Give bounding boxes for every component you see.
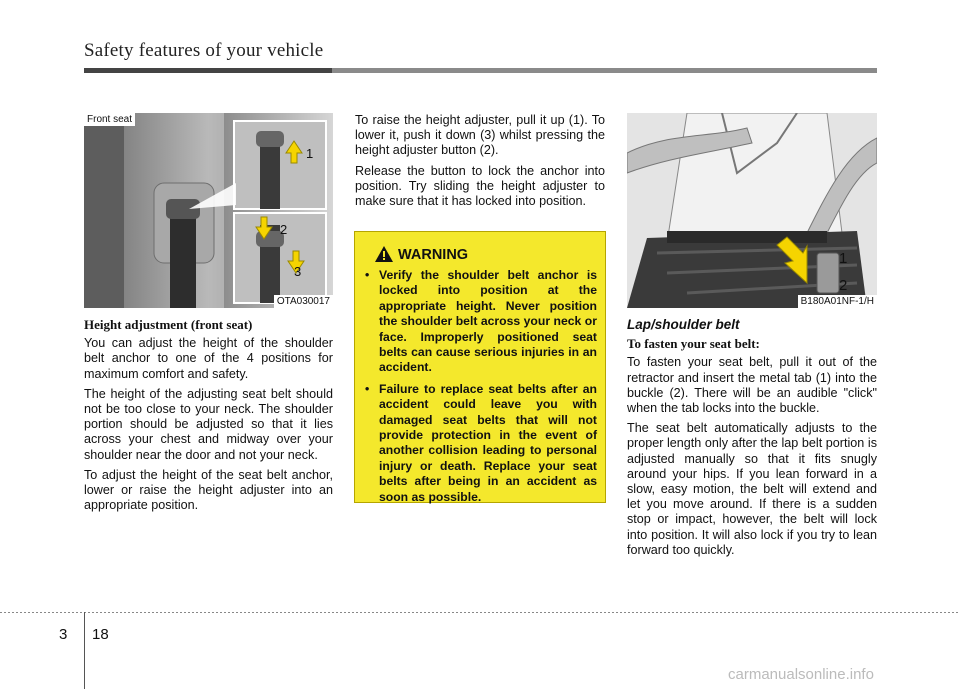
callout-3: 3 bbox=[294, 264, 302, 279]
left-column bbox=[84, 317, 333, 518]
right-column bbox=[627, 317, 877, 563]
warning-item-text: Verify the shoulder belt anchor is locked into position at the appropriate height. Never position the shoulder belt across your neck or face. Improperly positioned seat belts can cause serious injuries in an accident. bbox=[379, 268, 597, 375]
figure-code: OTA030017 bbox=[274, 295, 333, 308]
callout-2: 2 bbox=[839, 277, 848, 294]
callout-2: 2 bbox=[280, 222, 288, 237]
page-header-title: Safety features of your vehicle bbox=[84, 40, 324, 61]
section-subheading: Height adjustment (front seat) bbox=[84, 317, 253, 332]
seat-belt-anchor-illustration bbox=[84, 113, 333, 308]
warning-item-text: Failure to replace seat belts after an accident could leave you with damaged seat belts that will not provide protection in the event of another collision leading to personal injury or death. Replace your seat belts after being in an accident as soon as possible. bbox=[379, 381, 597, 504]
warning-title: WARNING bbox=[398, 247, 469, 263]
paragraph: Release the button to lock the anchor into position. Try sliding the height adjuster to make sure that it has locked into position. bbox=[355, 163, 605, 209]
middle-column bbox=[355, 113, 605, 214]
buckle-illustration bbox=[627, 113, 877, 308]
warning-list bbox=[365, 268, 597, 511]
paragraph: The height of the adjusting seat belt should not be too close to your neck. The shoulder portion should be adjusted so that it lies across your chest and midway over your shoulder near the door and not your neck. bbox=[84, 386, 333, 462]
paragraph: The seat belt automatically adjusts to the proper length only after the lap belt portion is adjusted manually so that it fits snugly around your hips. If you lean forward in a slow, easy motion, the belt will extend and let you move around. If there is a sudden stop or impact, however, the belt will lock into position. It will also lock if you try to lean forward too quickly. bbox=[627, 421, 877, 557]
page-number: 18 bbox=[92, 626, 109, 643]
watermark-link[interactable]: carmanualsonline.info bbox=[728, 666, 874, 683]
footer-divider bbox=[0, 612, 960, 613]
section-heading: Lap/shoulder belt bbox=[627, 317, 740, 332]
warning-box bbox=[354, 231, 606, 503]
callout-1: 1 bbox=[306, 146, 314, 161]
section-number: 3 bbox=[59, 626, 68, 643]
paragraph: To adjust the height of the seat belt anchor, lower or raise the height adjuster into an appropriate position. bbox=[84, 467, 333, 513]
paragraph: You can adjust the height of the shoulder belt anchor to one of the 4 positions for maximum comfort and safety. bbox=[84, 336, 333, 381]
front-seat-figure bbox=[84, 113, 333, 308]
warning-item: • Failure to replace seat belts after an accident could leave you with damaged seat belts that will not provide protection in the event of another collision leading to personal injury or death. Replace your seat belts after being in an accident as soon as possible. bbox=[365, 381, 597, 504]
header-rule-accent bbox=[84, 68, 332, 73]
paragraph: To fasten your seat belt, pull it out of the retractor and insert the metal tab (1) into the buckle (2). There will be an audible "click" when the tab locks into the buckle. bbox=[627, 355, 877, 416]
callout-1: 1 bbox=[839, 250, 848, 267]
section-subheading: To fasten your seat belt: bbox=[627, 336, 760, 352]
lap-belt-figure bbox=[627, 113, 877, 308]
figure-label: Front seat bbox=[84, 113, 135, 126]
figure-code: B180A01NF-1/H bbox=[798, 295, 877, 308]
warning-item: • Verify the shoulder belt anchor is locked into position at the appropriate height. Never position the shoulder belt across your neck or face. Improperly positioned seat belts can cause serious injuries in an accident. bbox=[365, 268, 597, 375]
warning-triangle-icon bbox=[375, 246, 393, 262]
paragraph: To raise the height adjuster, pull it up (1). To lower it, push it down (3) whilst pressing the height adjuster button (2). bbox=[355, 113, 605, 158]
footer-vertical-rule bbox=[84, 612, 85, 689]
